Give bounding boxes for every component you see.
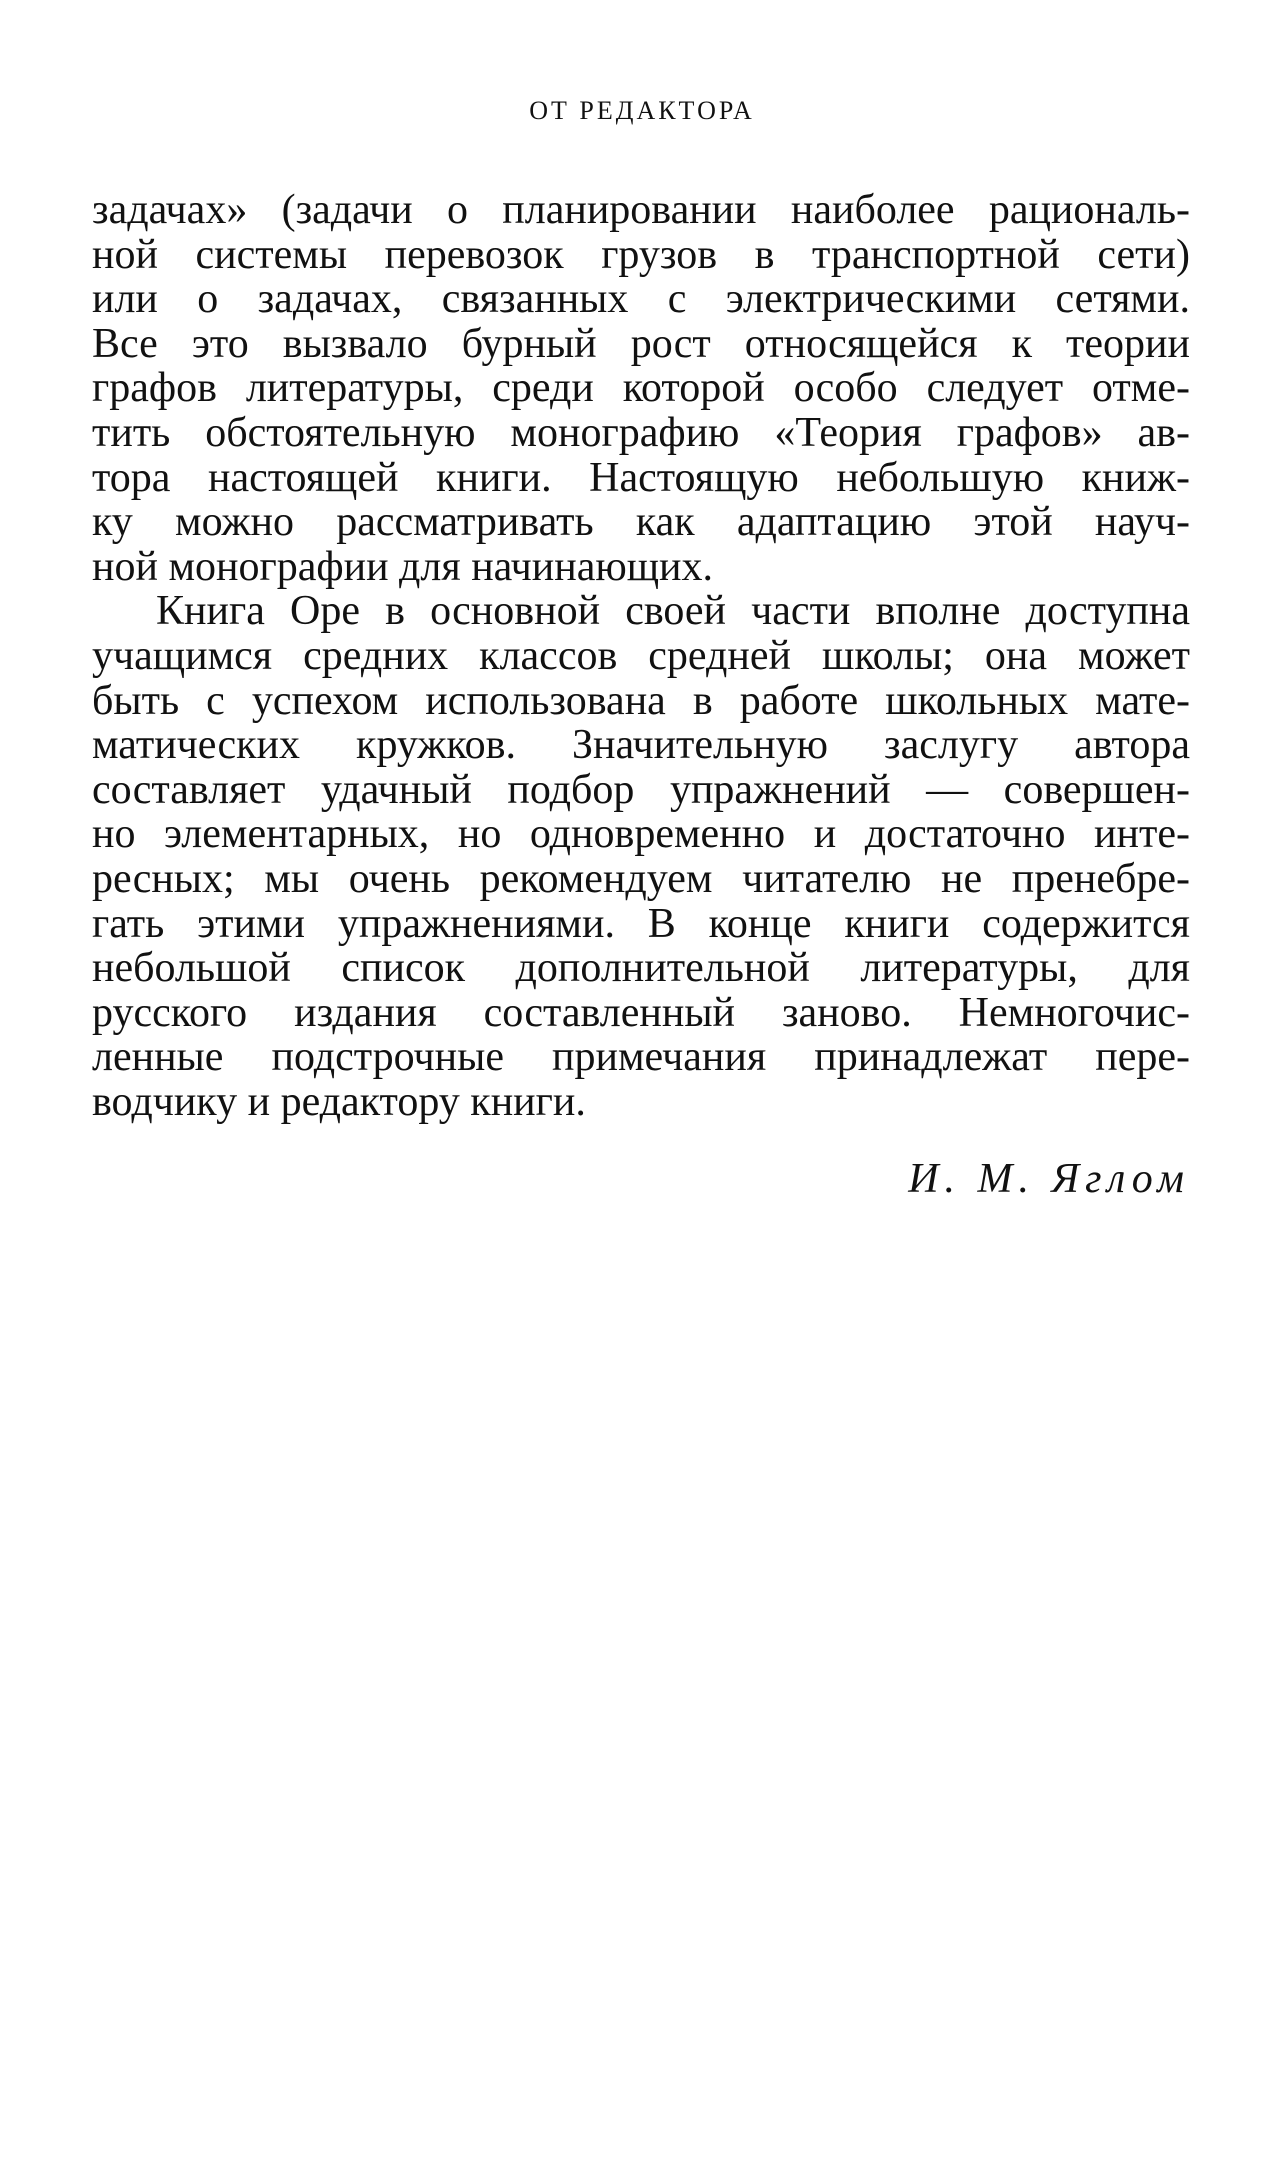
text-line: задачах» (задачи о планировании наиболее рациональ- bbox=[92, 187, 1190, 233]
text-line: тора настоящей книги. Настоящую небольшую книж- bbox=[92, 454, 1190, 501]
text-line: ной системы перевозок грузов в транспортной сети) bbox=[92, 231, 1190, 278]
paragraph-1 bbox=[92, 188, 1190, 589]
running-head: ОТ РЕДАКТОРА bbox=[529, 96, 755, 125]
text-line: водчику и редактору книги. bbox=[92, 1078, 586, 1125]
text-line: Все это вызвало бурный рост относящейся к теории bbox=[92, 320, 1190, 367]
text-line: матических кружков. Значительную заслугу автора bbox=[92, 722, 1190, 769]
author-signature: И. М. Яглом bbox=[908, 1156, 1190, 1202]
text-line: или о задачах, связанных с электрическими сетями. bbox=[92, 276, 1190, 323]
body-text bbox=[92, 188, 1190, 1124]
text-line: гать этими упражнениями. В конце книги содержится bbox=[92, 900, 1190, 947]
text-line: небольшой список дополнительной литературы, для bbox=[92, 945, 1190, 992]
text-line: русского издания составленный заново. Немногочис- bbox=[92, 989, 1190, 1036]
text-line: но элементарных, но одновременно и достаточно инте- bbox=[92, 811, 1190, 858]
text-line: ресных; мы очень рекомендуем читателю не пренебре- bbox=[92, 855, 1190, 902]
text-line: ленные подстрочные примечания принадлежат пере- bbox=[92, 1034, 1190, 1081]
text-line: ной монографии для начинающих. bbox=[92, 543, 714, 590]
text-line: ку можно рассматривать как адаптацию этой науч- bbox=[92, 499, 1190, 546]
text-line: учащимся средних классов средней школы; она может bbox=[92, 632, 1190, 679]
paragraph-2 bbox=[92, 589, 1190, 1124]
text-line: тить обстоятельную монографию «Теория графов» ав- bbox=[92, 409, 1190, 456]
text-line: графов литературы, среди которой особо следует отме- bbox=[92, 365, 1190, 412]
text-line: Книга Оре в основной своей части вполне доступна bbox=[156, 588, 1190, 635]
text-line: быть с успехом использована в работе школьных мате- bbox=[92, 677, 1190, 724]
text-line: составляет удачный подбор упражнений — совершен- bbox=[92, 766, 1190, 813]
